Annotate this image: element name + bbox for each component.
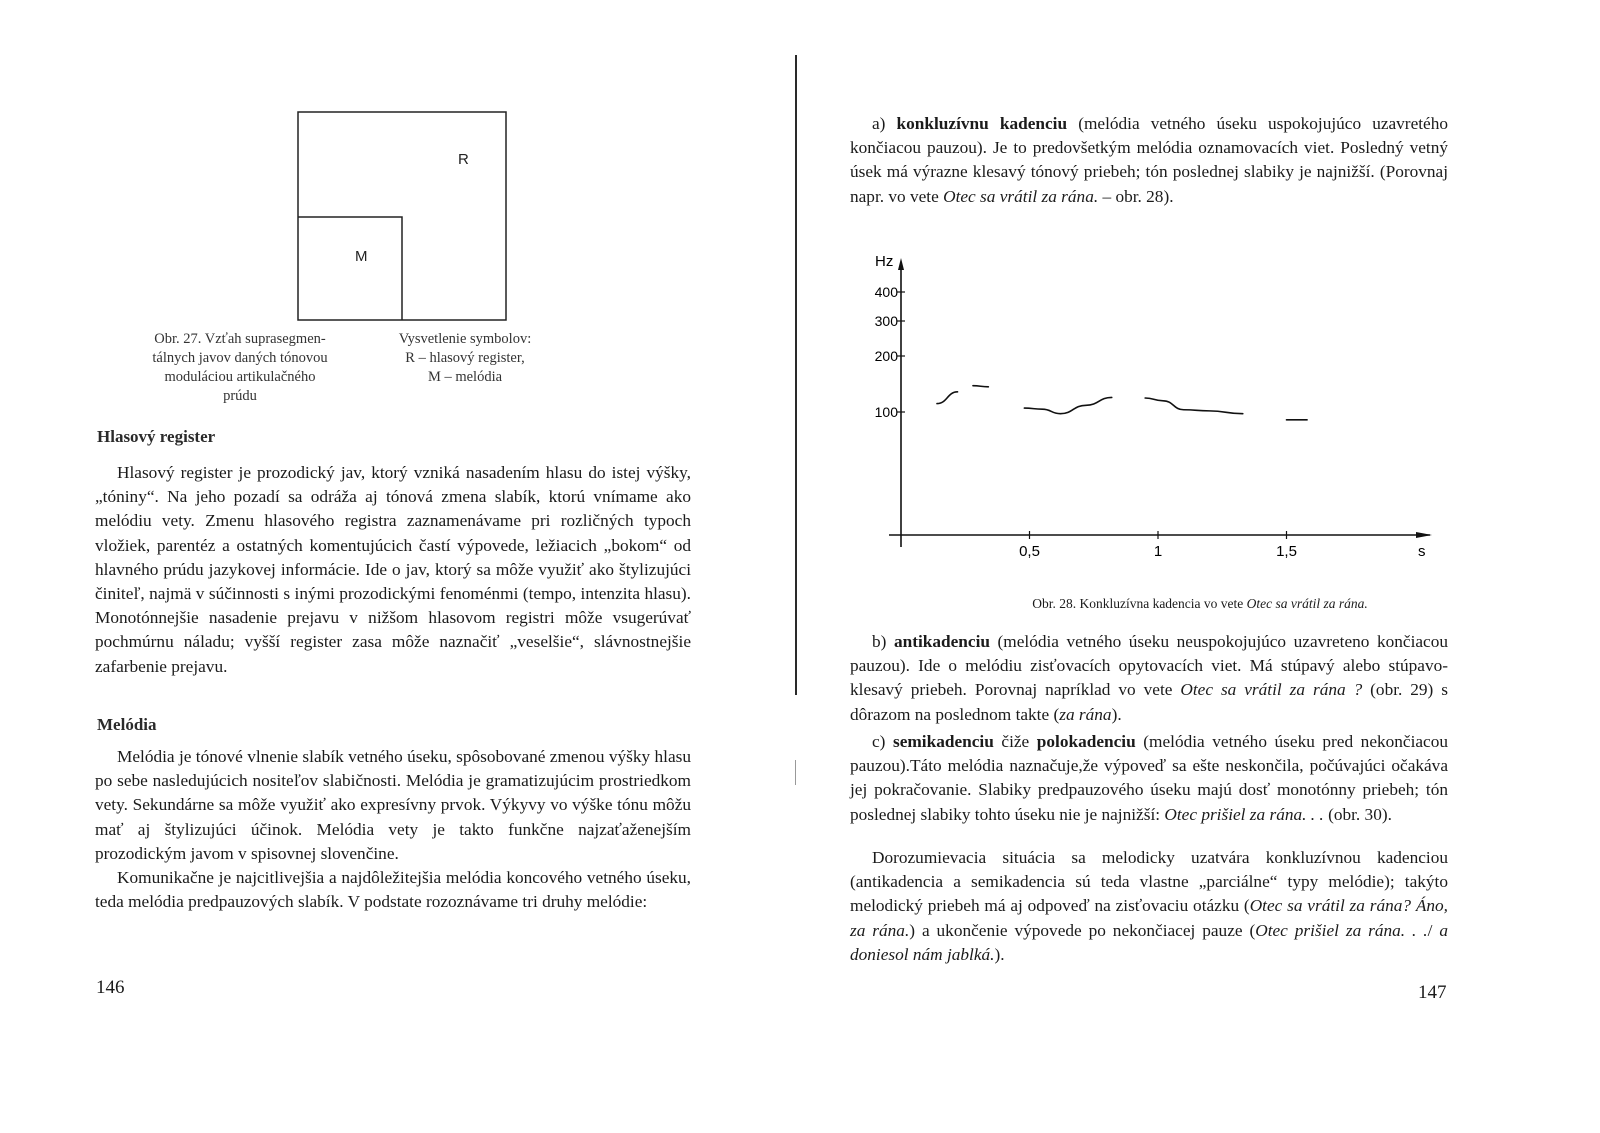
paragraph-d: Dorozumievacia situácia sa melodicky uzatvára konkluzívnou kadenciou (antikadencia a semikadencia sú teda vlastne „parciálne“ typy melódie); takýto melodický priebeh má aj odpoveď na zisťovaciu otázku (Otec sa vrátil za rána? Áno, za rána.) a ukončenie výpovede po nekončiacej pauze (Otec prišiel za rána. . ./ a doniesol nám jablká.). (850, 848, 1448, 964)
y-tick-label-100: 100 (874, 404, 898, 420)
paragraph-register: Hlasový register je prozodický jav, ktorý vzniká nasadením hlasu do istej výšky, „tóniny“. Na jeho pozadí sa odráža aj tónová zmena slabík, ktorú vnímame ako melódiu vety. Zmenu hlasového registra zaznamenávame pri rozličných typoch vložiek, parentéz a ostatných komentujúcich častí výpovede, ležiacich „bokom“ od hlavného prúdu jazykovej informácie. Ide o jav, ktorý sa môže využiť ako štylizujúci činiteľ, najmä v súčinnosti s inými prozodickými fenoménmi (tempo, intenzita hlasu). Monotónnejšie nasadenie prejavu v nižšom hlasovom registri môže vsugerúvať pochmúrnu náladu; vyšší register zasa môže naznačiť „veselšie“, slávnostnejšie zafarbenie prejavu. (95, 463, 691, 676)
melodia-text (95, 745, 691, 914)
x-axis-arrow (1416, 532, 1432, 538)
x-tick-label-1,5: 1,5 (1276, 543, 1297, 560)
y-tick-label-300: 300 (874, 313, 898, 329)
heading-melodia: Melódia (97, 715, 157, 734)
term-antikadencia: antikadenciu (893, 632, 990, 651)
y-tick-label-400: 400 (874, 284, 898, 300)
term-konkluzivna: konkluzívnu kadenciu (896, 114, 1068, 133)
melody-segment-1 (937, 392, 958, 404)
heading-register: Hlasový register (97, 427, 216, 446)
paragraph-c: c) semikadenciu čiže polokadenciu (melódia vetného úseku pred nekončiacou pauzou).Táto melódia naznačuje,že výpoveď sa ešte neskončila, počúvajúci očakáva jej pokračovanie. Slabiky predpauzového úseku majú dosť monotónny priebeh; tón poslednej slabiky tohto úseku nie je najnižší: Otec prišiel za rána. . . (obr. 30). (850, 732, 1449, 824)
melody-chart (874, 252, 1445, 572)
label-m: M (355, 248, 368, 265)
x-axis-label: s (1418, 543, 1426, 560)
left-page (0, 0, 790, 1133)
figure-27-legend: Vysvetlenie symbolov: R – hlasový register, M – melódia (398, 331, 532, 385)
term-semikadencia: semikadenciu (893, 732, 994, 751)
melody-segment-2 (973, 386, 988, 387)
melody-square (298, 217, 402, 320)
page-number-left: 146 (96, 977, 125, 998)
figure-27-caption: Obr. 27. Vzťah suprasegmen- tálnych javov daných tónovou moduláciou artikulačného prúdu (152, 331, 328, 404)
melody-segment-3 (1024, 397, 1111, 413)
page-fold-mark (795, 760, 796, 785)
page-number-right: 147 (1418, 982, 1447, 1003)
chart-series (937, 386, 1307, 420)
chart-axes (875, 253, 1432, 560)
x-tick-label-0,5: 0,5 (1019, 543, 1040, 560)
register-melody-diagram (298, 112, 510, 324)
paragraph-melodia-1: Melódia je tónové vlnenie slabík vetného úseku, spôsobované zmenou výšky hlasu po sebe nasledujúcich nositeľov slabičnosti. Melódia je gramatizujúcim prostriedkom vety. Sekundárne sa môže využiť ako expresívny prvok. Výkyvy vo výške tónu môžu mať aj štylizujúci účinok. Melódia vety je takto funkčne najzaťaženejším prozodickým javom v spisovnej slovenčine. (95, 747, 691, 863)
paragraph-melodia-2: Komunikačne je najcitlivejšia a najdôležitejšia melódia koncového vetného úseku, teda melódia predpauzových slabík. V podstate rozoznávame tri druhy melódie: (95, 868, 691, 912)
y-axis-label: Hz (875, 253, 894, 270)
paragraph-b: b) antikadenciu (melódia vetného úseku neuspokojujúco uzavreteno končiacou pauzou). Ide o melódiu zisťovacích opytovacích viet. Má stúpavý alebo stúpavo-klesavý priebeh. Porovnaj napríklad vo vete Otec sa vrátil za rána ? (obr. 29) s dôrazom na poslednom takte (za rána). (850, 632, 1448, 724)
label-r: R (458, 151, 469, 168)
term-polokadencia: polokadenciu (1036, 732, 1136, 751)
chart-ticks (875, 284, 1297, 560)
x-tick-label-1: 1 (1153, 543, 1163, 560)
y-tick-label-200: 200 (874, 348, 898, 364)
figure-28-caption: Obr. 28. Konkluzívna kadencia vo vete Otec sa vrátil za rána. (1032, 596, 1368, 611)
paragraph-a: a) konkluzívnu kadenciu (melódia vetného úseku uspokojujúco uzavretého končiacou pauzou). Je to predovšetkým melódia oznamovacích viet. Posledný vetný úsek má výrazne klesavý tónový priebeh; tón poslednej slabiky je najnižší. (Porovnaj napr. vo vete Otec sa vrátil za rána. – obr. 28). (850, 114, 1448, 206)
page-fold (795, 55, 797, 695)
y-axis-arrow (898, 258, 904, 270)
melody-segment-4 (1145, 398, 1243, 414)
